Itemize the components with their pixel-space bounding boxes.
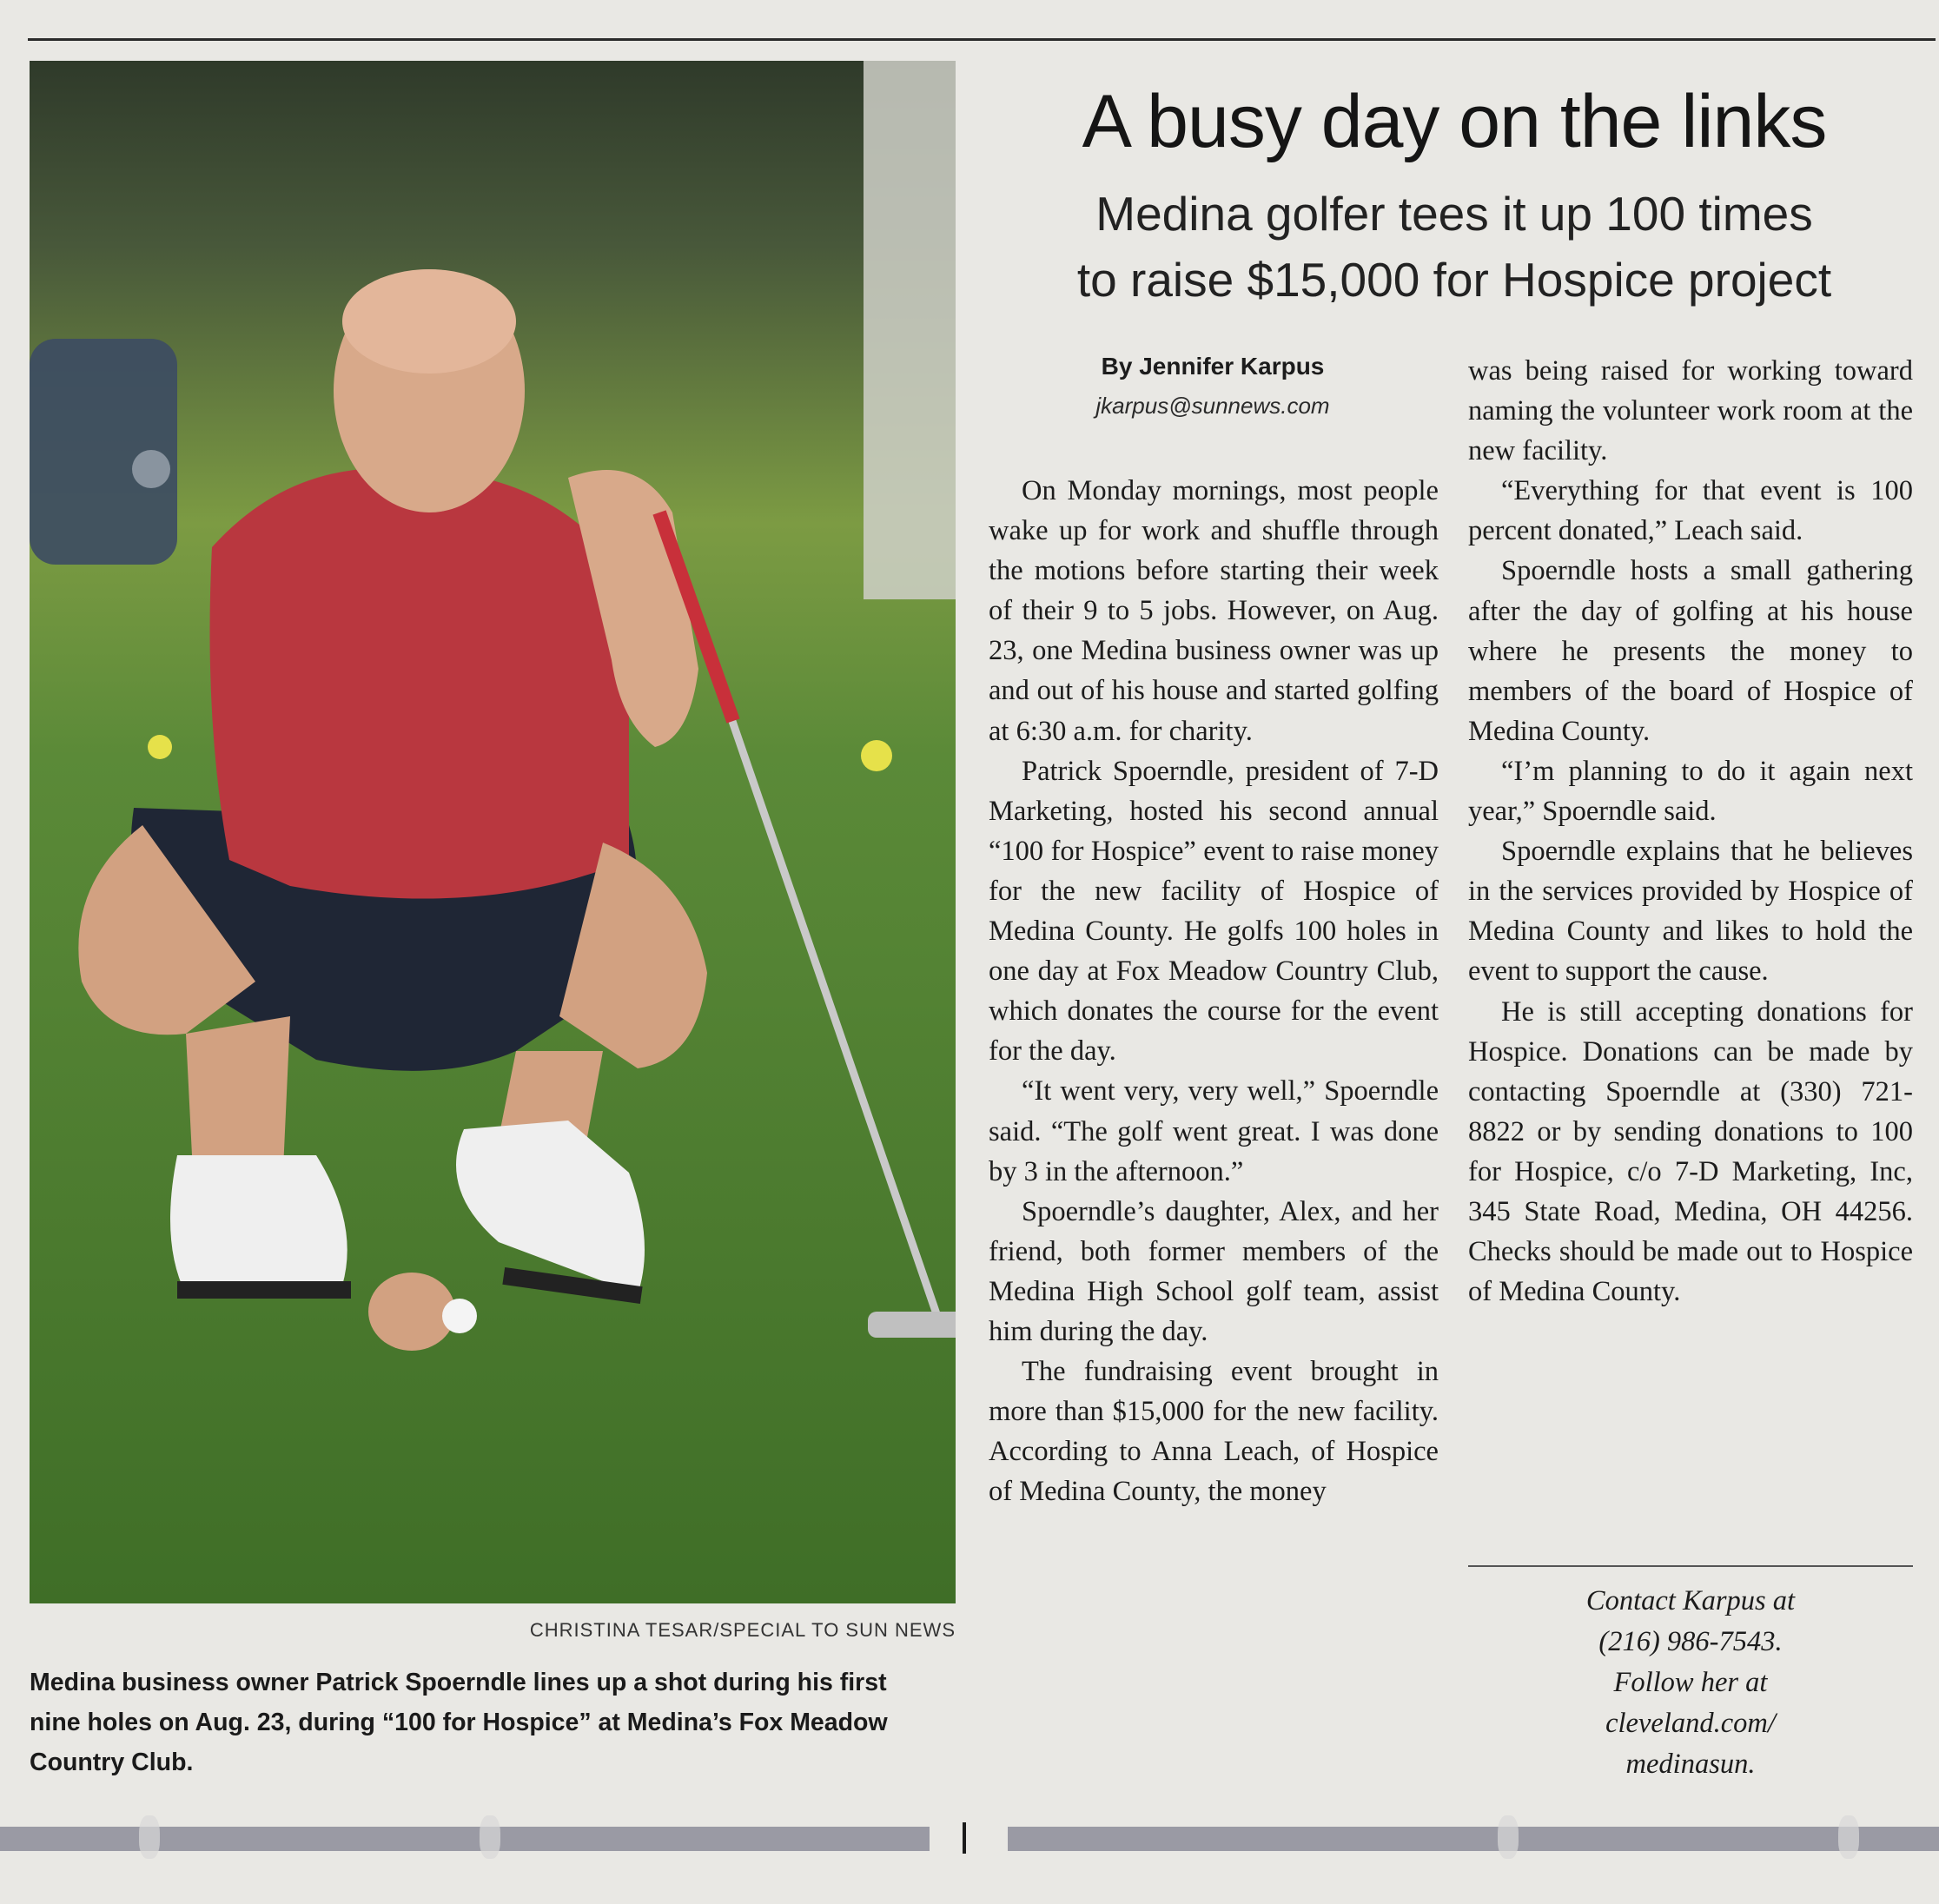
subhead-line: Medina golfer tees it up 100 times <box>1095 187 1813 241</box>
contact-divider <box>1468 1565 1913 1567</box>
paragraph: Spoerndle’s daughter, Alex, and her friend, both former members of the Medina High School golf team, assist him during the day. <box>989 1195 1439 1347</box>
paragraph: “I’m planning to do it again next year,” Spoerndle said. <box>1468 755 1913 828</box>
paragraph: On Monday mornings, most people wake up for work and shuffle through the motions before starting their week of their 9 to 5 jobs. However, on Aug. 23, one Medina business owner was up and out of his house and started golfing at 6:30 a.m. for charity. <box>989 475 1439 747</box>
punch-hole <box>480 1815 500 1859</box>
punch-hole <box>1838 1815 1859 1859</box>
punch-hole <box>1498 1815 1519 1859</box>
paragraph: The fundraising event brought in more than $15,000 for the new facility. According to Anna Leach, of Hospice of Medina County, the money <box>989 1356 1439 1508</box>
contact-line: medinasun. <box>1625 1749 1756 1780</box>
bottom-bar-gap <box>930 1821 1008 1859</box>
golfer-illustration <box>30 61 956 1603</box>
contact-line: Contact Karpus at <box>1585 1585 1796 1616</box>
punch-hole <box>139 1815 160 1859</box>
subheadline <box>973 181 1936 313</box>
author-email: jkarpus@sunnews.com <box>1095 393 1330 419</box>
article-photo <box>30 61 956 1603</box>
top-rule <box>28 38 1936 41</box>
headline: A busy day on the links <box>1082 80 1827 163</box>
photo-caption <box>30 1663 956 1782</box>
paragraph: He is still accepting donations for Hospice. Donations can be made by contacting Spoerndle at (330) 721-8822 or by sending donations to 100 for Hospice, c/o 7-D Marketing, Inc, 345 State Road, Medina, OH 44256. Checks should be made out to Hospice of Medina County. <box>1468 995 1913 1308</box>
paragraph: “Everything for that event is 100 percent donated,” Leach said. <box>1468 475 1913 547</box>
paragraph: “It went very, very well,” Spoerndle said. “The golf went great. I was done by 3 in the afternoon.” <box>989 1075 1439 1187</box>
contact-line: cleveland.com/ <box>1605 1708 1776 1739</box>
page-mark <box>963 1822 966 1854</box>
contact-line: Follow her at <box>1613 1667 1768 1698</box>
article-column-2 <box>1468 351 1913 1312</box>
byline: By Jennifer Karpus <box>1101 353 1325 380</box>
paragraph: Patrick Spoerndle, president of 7-D Marketing, hosted his second annual “100 for Hospice” event to raise money for the new facility of Hospice of Medina County. He golfs 100 holes in one day at Fox Meadow Country Club, which donates the course for the event for the day. <box>989 755 1439 1068</box>
contact-line: (216) 986-7543. <box>1598 1626 1783 1657</box>
caption-line: nine holes on Aug. 23, during “100 for Hospice” at Medina’s Fox Meadow <box>30 1709 888 1736</box>
photo-credit: CHRISTINA TESAR/SPECIAL TO SUN NEWS <box>529 1619 956 1641</box>
subhead-line: to raise $15,000 for Hospice project <box>1076 253 1832 307</box>
caption-line: Medina business owner Patrick Spoerndle lines up a shot during his first <box>30 1669 887 1696</box>
paragraph: Spoerndle explains that he believes in the services provided by Hospice of Medina County and likes to hold the event to support the cause. <box>1468 836 1913 988</box>
paragraph: was being raised for working toward naming the volunteer work room at the new facility. <box>1468 355 1913 467</box>
article-column-1 <box>989 471 1439 1511</box>
caption-line: Country Club. <box>30 1749 194 1776</box>
contact-info <box>1468 1581 1913 1785</box>
paragraph: Spoerndle hosts a small gathering after the day of golfing at his house where he presents the money to members of the board of Hospice of Medina County. <box>1468 555 1913 747</box>
